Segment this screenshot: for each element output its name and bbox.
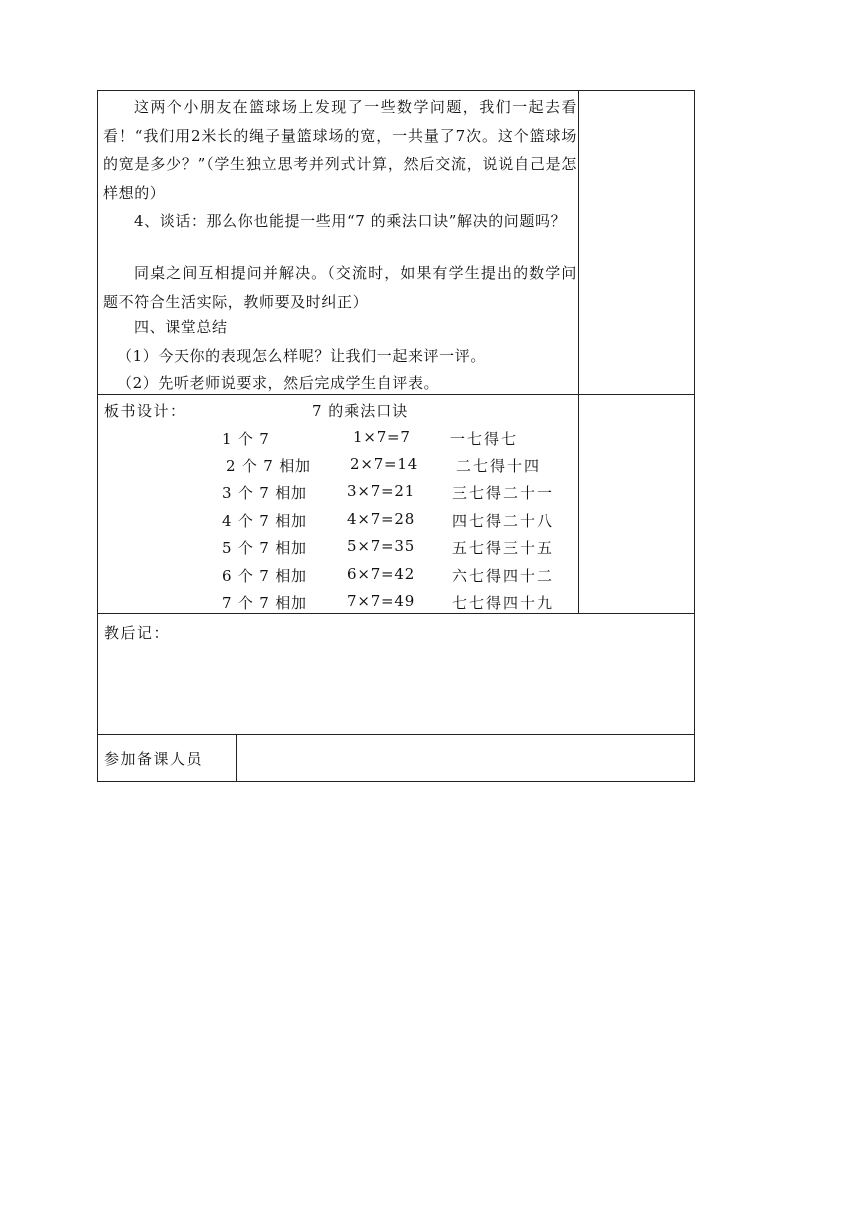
blackboard-title: 7 的乘法口诀 (312, 402, 409, 420)
lesson-heading-summary: 四、课堂总结 (134, 318, 228, 336)
blackboard-meaning: 2 个 7 相加 (226, 457, 311, 475)
blackboard-equation: 3×7=21 (347, 482, 416, 500)
lesson-paragraph-pairs: 同桌之间互相提问并解决。（交流时，如果有学生提出的数学问题不符合生活实际，教师要及时纠正） (103, 264, 577, 311)
blackboard-equation: 1×7=7 (353, 428, 411, 446)
blackboard-meaning: 1 个 7 (222, 430, 270, 448)
blackboard-row (0, 455, 860, 481)
lesson-summary-item-2: （2）先听老师说要求，然后完成学生自评表。 (117, 374, 440, 392)
reflection-label: 教后记： (104, 624, 171, 642)
blackboard-rhyme: 一七得七 (450, 430, 519, 448)
blackboard-meaning: 7 个 7 相加 (222, 594, 307, 612)
blackboard-equation: 7×7=49 (347, 592, 416, 610)
blackboard-row (0, 482, 860, 508)
blackboard-rhyme: 五七得三十五 (452, 539, 555, 557)
blackboard-row (0, 510, 860, 536)
blackboard-rhyme: 四七得二十八 (452, 512, 555, 530)
lesson-paragraph-basketball: 这两个小朋友在篮球场上发现了一些数学问题，我们一起去看看！“我们用2米长的绳子量篮球场的宽，一共量了7次。这个篮球场的宽是多少？”（学生独立思考并列式计算，然后交流，说说自己是怎样想的） (103, 98, 577, 202)
blackboard-rhyme: 二七得十四 (456, 457, 542, 475)
blackboard-equation: 2×7=14 (350, 455, 419, 473)
blackboard-rhyme: 六七得四十二 (452, 567, 555, 585)
reflection-content (98, 646, 694, 734)
lesson-paragraph-talk: 4、谈话：那么你也能提一些用“7 的乘法口诀”解决的问题吗？ (134, 212, 567, 230)
blackboard-meaning: 3 个 7 相加 (222, 484, 307, 502)
blackboard-rhyme: 七七得四十九 (452, 594, 555, 612)
blackboard-row (0, 592, 860, 618)
blackboard-meaning: 6 个 7 相加 (222, 567, 307, 585)
blackboard-meaning: 4 个 7 相加 (222, 512, 307, 530)
table-border-top (97, 90, 695, 91)
blackboard-rhyme: 三七得二十一 (452, 484, 555, 502)
blackboard-meaning: 5 个 7 相加 (222, 539, 307, 557)
lesson-summary-item-1: （1）今天你的表现怎么样呢？让我们一起来评一评。 (117, 347, 486, 365)
blackboard-row (0, 428, 860, 454)
row-divider-participants (97, 734, 695, 735)
participants-label: 参加备课人员 (104, 750, 204, 768)
table-border-bottom (97, 781, 695, 782)
participants-value (240, 748, 690, 772)
blackboard-equation: 5×7=35 (347, 537, 416, 555)
blackboard-label: 板书设计： (104, 402, 187, 420)
blackboard-row (0, 537, 860, 563)
column-divider-participants (236, 734, 237, 782)
blackboard-equation: 4×7=28 (347, 510, 416, 528)
blackboard-row (0, 565, 860, 591)
blackboard-equation: 6×7=42 (347, 565, 416, 583)
